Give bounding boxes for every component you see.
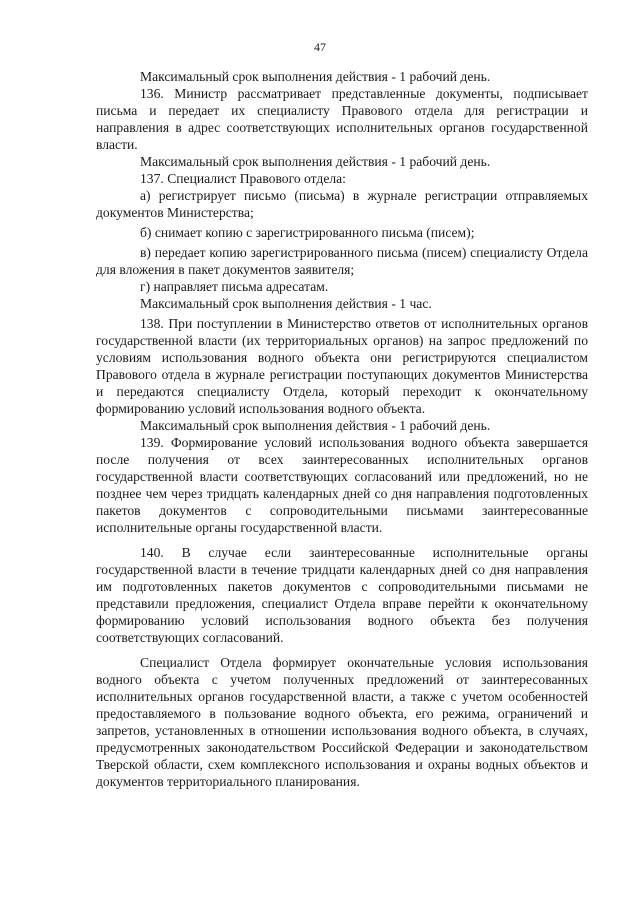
paragraph: 137. Специалист Правового отдела:	[140, 171, 346, 186]
document-body	[96, 68, 588, 790]
paragraph: 139. Формирование условий использования водного объекта завершается после получения от всех заинтересованных исполнительных органов государственной власти соответствующих согласований или предложений, но не позднее чем через тридцать календарных дней со дня направления подготовленных пакетов документов с сопроводительными письмами заинтересованные исполнительные органы государственной власти.	[96, 435, 588, 535]
page-number: 47	[314, 40, 326, 54]
list-item: в) передает копию зарегистрированного письма (писем) специалисту Отдела для вложения в пакет документов заявителя;	[96, 245, 588, 277]
list-item: г) направляет письма адресатам.	[140, 279, 329, 294]
paragraph: Максимальный срок выполнения действия - 1 рабочий день.	[140, 154, 491, 169]
paragraph: Максимальный срок выполнения действия - 1 рабочий день.	[140, 69, 491, 84]
list-item: б) снимает копию с зарегистрированного письма (писем);	[140, 225, 475, 240]
paragraph: Специалист Отдела формирует окончательные условия использования водного объекта с учетом полученных предложений от заинтересованных исполнительных органов государственной власти, а также с учетом особенностей предоставляемого в пользование водного объекта, его режима, ограничений и запретов, установленных в отношении использования водного объекта, в случаях, предусмотренных законодательством Российской Федерации и законодательством Тверской области, схем комплексного использования и охраны водных объектов и документов территориального планирования.	[96, 655, 588, 789]
paragraph: 136. Министр рассматривает представленные документы, подписывает письма и передает их специалисту Правового отдела для регистрации и направления в адрес соответствующих исполнительных органов государственной власти.	[96, 86, 588, 152]
list-item: а) регистрирует письмо (письма) в журнале регистрации отправляемых документов Министерства;	[96, 188, 588, 220]
paragraph: Максимальный срок выполнения действия - 1 рабочий день.	[140, 418, 491, 433]
paragraph: 138. При поступлении в Министерство ответов от исполнительных органов государственной власти (их территориальных органов) на запрос предложений по условиям использования водного объекта они регистрируются специалистом Правового отдела в журнале регистрации поступающих документов Министерства и передаются специалисту Отдела, который переходит к окончательному формированию условий использования водного объекта.	[96, 316, 588, 416]
paragraph: 140. В случае если заинтересованные исполнительные органы государственной власти в течение тридцати календарных дней со дня направления им подготовленных пакетов документов с сопроводительными письмами не представили предложения, специалист Отдела вправе перейти к окончательному формированию условий использования водного объекта без получения соответствующих согласований.	[96, 545, 588, 645]
paragraph: Максимальный срок выполнения действия - 1 час.	[140, 296, 432, 311]
